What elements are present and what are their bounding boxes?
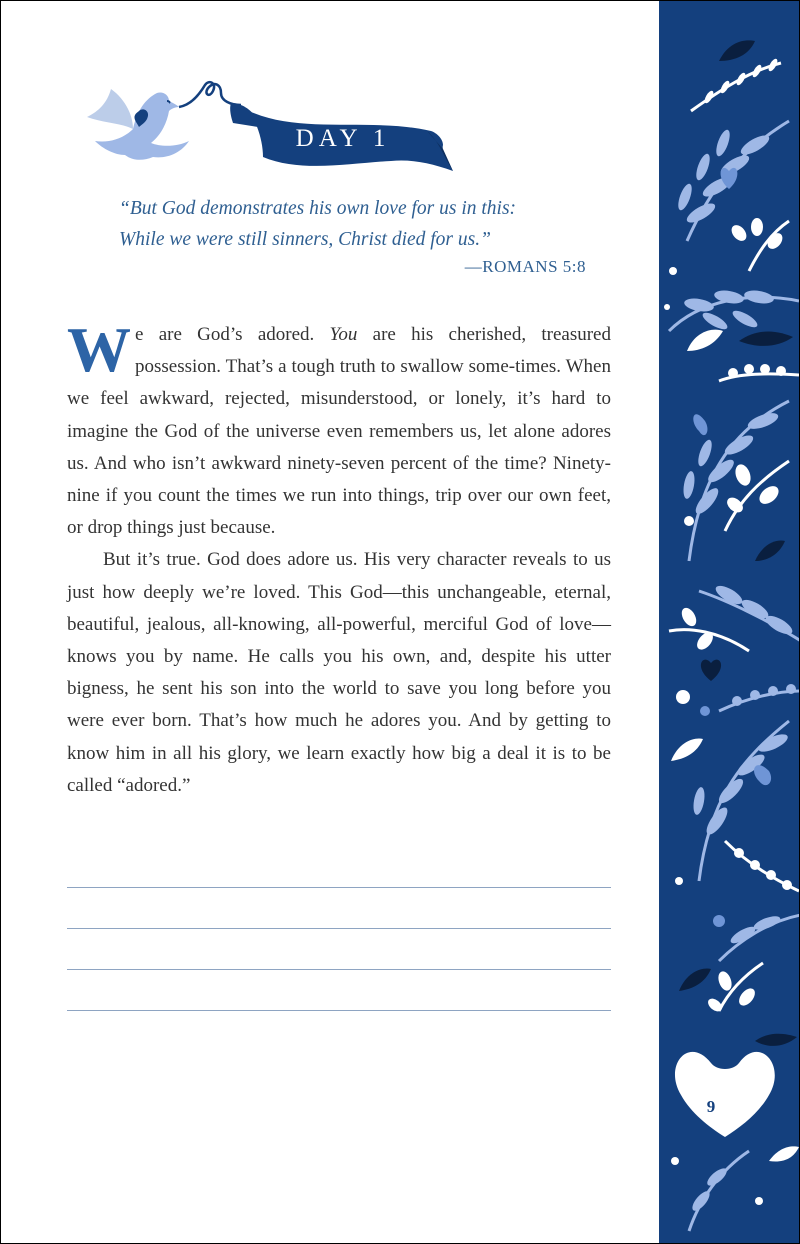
- dove-icon: [87, 89, 189, 160]
- leaf-vine-2: [719, 364, 799, 381]
- leaf-vine-icon: [691, 57, 781, 111]
- decorative-side-band: [659, 1, 800, 1244]
- leaf-spray-6: [719, 914, 800, 961]
- devotional-text: [67, 314, 611, 802]
- paragraph-1: [67, 314, 611, 544]
- scripture-verse: [119, 193, 589, 255]
- paragraph-1-start: e are God’s adored.: [135, 324, 330, 345]
- leaf-spray-7: [671, 1151, 763, 1231]
- verse-line-1: “But God demonstrates his own love for us in this:: [119, 198, 517, 219]
- emphasis-you: You: [329, 324, 358, 345]
- page-number: 9: [706, 1097, 716, 1116]
- flower-sprig-4: [706, 963, 763, 1014]
- verse-reference: —ROMANS 5:8: [464, 257, 586, 276]
- flower-sprig-3: [669, 605, 749, 652]
- writing-line-2[interactable]: [67, 928, 611, 929]
- writing-line-3[interactable]: [67, 969, 611, 970]
- flower-sprig-2: [684, 461, 789, 531]
- floral-pattern: [659, 1, 800, 1244]
- leaf-vine-3: [719, 684, 800, 711]
- leaf-spray-2: [669, 288, 799, 332]
- writing-line-4[interactable]: [67, 1010, 611, 1011]
- paragraph-2: But it’s true. God does adore us. His very character reveals to us just how deeply we’re loved. This God—this unchangeable, eternal, beautiful, jealous, all-knowing, all-powerful, merciful God of love—knows you by name. He calls you his own, and, despite his utter bigness, he sent his son into the world to save you long before you were ever born. That’s how much he adores you. And by getting to know him in all his glory, we learn exactly how big a deal it is to be called “adored.”: [67, 549, 611, 796]
- writing-line-1[interactable]: [67, 887, 611, 888]
- leaf-vine-4: [725, 841, 799, 891]
- paragraph-1-rest: are his cherished, treasured possession. That’s a tough truth to swallow some-times. When we feel awkward, rejected, misunderstood, or lonely, it’s hard to imagine the God of the universe even remembers us, let alone adores us. And who isn’t awkward ninety-seven percent of the time? Ninety-nine if you count the times we run into things, trip over our own feet, or drop things just because.: [67, 324, 611, 539]
- day-title: DAY 1: [295, 125, 391, 152]
- heart-icon: [675, 1052, 775, 1137]
- drop-cap: W: [67, 314, 131, 385]
- verse-line-2: While we were still sinners, Christ died for us.”: [119, 229, 491, 250]
- leaf-spray-4: [699, 582, 800, 641]
